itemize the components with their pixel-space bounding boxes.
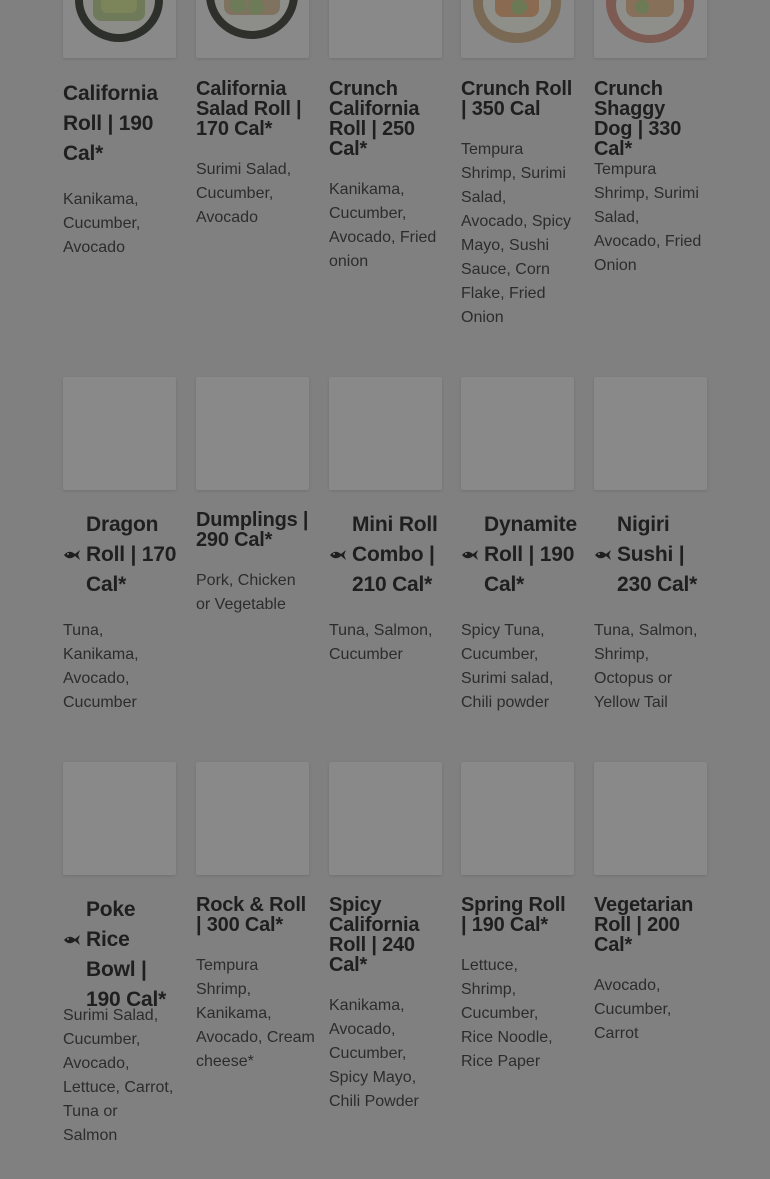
item-description: Tempura Shrimp, Surimi Salad, Avocado, Fried Onion	[594, 161, 702, 274]
crunch-california-roll-image	[329, 0, 442, 58]
rock-and-roll-image	[196, 762, 309, 875]
item-title: Nigiri Sushi | 230 Cal*	[617, 513, 698, 596]
item-title: Dumplings | 290 Cal*	[196, 509, 309, 551]
shaggy-dog-image	[594, 0, 707, 58]
vegetarian-roll-image	[594, 762, 707, 875]
item-title: Dynamite Roll | 190 Cal*	[484, 513, 577, 596]
item-description: Surimi Salad, Cucumber, Avocado, Lettuce, Carrot, Tuna or Salmon	[63, 1007, 174, 1144]
fish-icon	[461, 548, 479, 562]
item-description: Surimi Salad, Cucumber, Avocado	[196, 161, 292, 226]
item-description: Kanikama, Cucumber, Avocado	[63, 191, 141, 256]
item-description: Spicy Tuna, Cucumber, Surimi salad, Chili powder	[461, 622, 554, 711]
item-title: Crunch Shaggy Dog | 330 Cal*	[594, 78, 682, 160]
dynamite-roll-image	[461, 377, 574, 490]
dumplings-image	[196, 377, 309, 490]
item-description: Lettuce, Shrimp, Cucumber, Rice Noodle, Rice Paper	[461, 957, 553, 1070]
item-title: Crunch California Roll | 250 Cal*	[329, 78, 420, 160]
item-title: Spring Roll | 190 Cal*	[461, 894, 566, 936]
nigiri-sushi-image	[594, 377, 707, 490]
crunch-roll-image	[461, 0, 574, 58]
item-title: Poke Rice Bowl | 190 Cal*	[86, 898, 167, 1011]
item-description: Tempura Shrimp, Surimi Salad, Avocado, Spicy Mayo, Sushi Sauce, Corn Flake, Fried Onion	[461, 141, 571, 326]
california-roll-image	[63, 0, 176, 58]
fish-icon	[594, 548, 612, 562]
mini-roll-combo-image	[329, 377, 442, 490]
fish-icon	[63, 933, 81, 947]
fish-icon	[63, 548, 81, 562]
item-description: Tuna, Salmon, Cucumber	[329, 622, 433, 663]
california-salad-roll-image	[196, 0, 309, 58]
item-title: California Roll | 190 Cal*	[63, 82, 158, 165]
item-title: California Salad Roll | 170 Cal*	[196, 78, 302, 140]
dragon-roll-image	[63, 377, 176, 490]
item-title: Vegetarian Roll | 200 Cal*	[594, 894, 694, 956]
item-description: Tuna, Kanikama, Avocado, Cucumber	[63, 622, 139, 711]
item-description: Avocado, Cucumber, Carrot	[594, 977, 672, 1042]
item-description: Pork, Chicken or Vegetable	[196, 572, 296, 613]
fish-icon	[329, 548, 347, 562]
item-title: Mini Roll Combo | 210 Cal*	[352, 513, 438, 596]
item-title: Spicy California Roll | 240 Cal*	[329, 894, 420, 976]
item-description: Tempura Shrimp, Kanikama, Avocado, Cream cheese*	[196, 957, 315, 1070]
item-description: Kanikama, Cucumber, Avocado, Fried onion	[329, 181, 437, 270]
item-description: Kanikama, Avocado, Cucumber, Spicy Mayo, Chili Powder	[329, 997, 419, 1110]
item-title: Rock & Roll | 300 Cal*	[196, 894, 307, 936]
item-title: Dragon Roll | 170 Cal*	[86, 513, 177, 596]
item-description: Tuna, Salmon, Shrimp, Octopus or Yellow Tail	[594, 622, 698, 711]
item-title: Crunch Roll | 350 Cal	[461, 78, 573, 120]
spring-roll-image	[461, 762, 574, 875]
poke-rice-bowl-image	[63, 762, 176, 875]
spicy-california-roll-image	[329, 762, 442, 875]
